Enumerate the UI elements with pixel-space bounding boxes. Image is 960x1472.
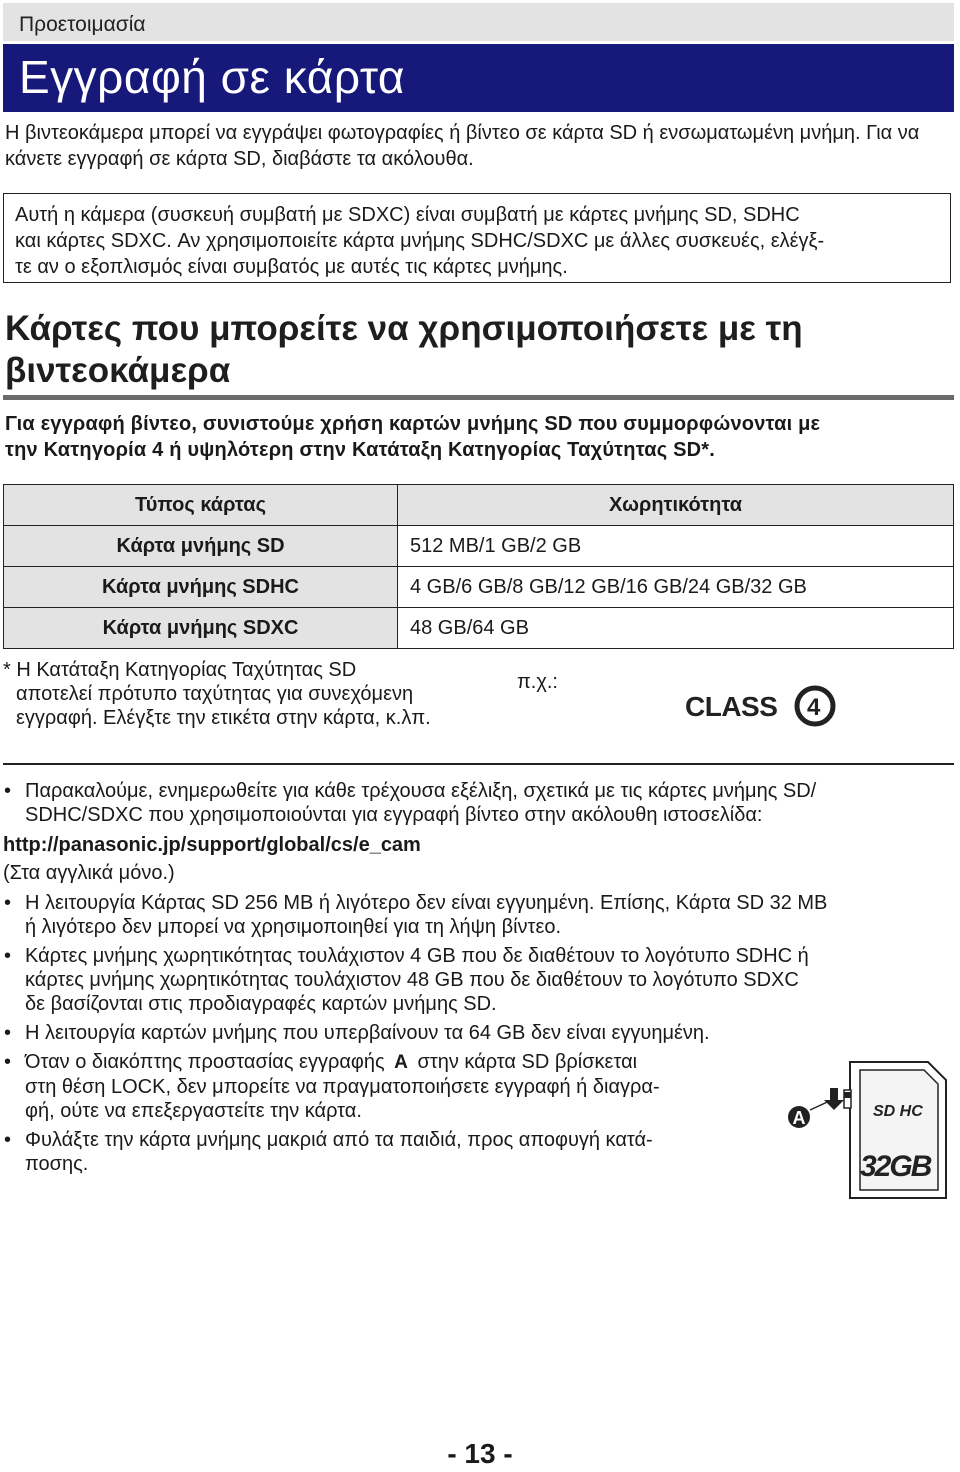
- example-label: π.χ.:: [517, 671, 558, 693]
- list-item-line: ποσης.: [25, 1153, 89, 1175]
- list-item-line: στη θέση LOCK, δεν μπορείτε να πραγματοποιήσετε εγγραφή ή διαγρα-: [25, 1076, 660, 1098]
- recommendation-line: Για εγγραφή βίντεο, συνιστούμε χρήση καρτών μνήμης SD που συμμορφώνονται με: [5, 413, 821, 435]
- bullet-marker: •: [4, 1022, 12, 1044]
- capacity-cell: 48 GB/64 GB: [398, 608, 954, 649]
- intro-paragraph: Η βιντεοκάμερα μπορεί να εγγράψει φωτογραφίες ή βίντεο σε κάρτα SD ή ενσωματωμένη μνήμη. Για να κάνετε εγγραφή σε κάρτα SD, διαβάστε τα ακόλουθα.: [5, 122, 920, 170]
- section-title: [5, 308, 950, 392]
- footnote-line: αποτελεί πρότυπο ταχύτητας για συνεχόμενη: [16, 683, 414, 705]
- bullet-marker: •: [4, 892, 12, 914]
- footnote-line: εγγραφή. Ελέγξτε την ετικέτα στην κάρτα, κ.λπ.: [16, 707, 431, 729]
- section-title-line: Κάρτες που μπορείτε να χρησιμοποιήσετε με τη: [5, 309, 803, 348]
- bullet-marker: •: [4, 945, 12, 967]
- list-item-line: δε βασίζονται στις προδιαγραφές καρτών μνήμης SD.: [25, 993, 497, 1015]
- section-title-line: βιντεοκάμερα: [5, 351, 231, 390]
- switch-a-label: A: [394, 1052, 408, 1073]
- list-item-line: φή, ούτε να επεξεργαστείτε την κάρτα.: [25, 1100, 362, 1122]
- list-item-line: Όταν ο διακόπτης προστασίας εγγραφής: [25, 1051, 385, 1073]
- footnote-line: * Η Κατάταξη Κατηγορίας Ταχύτητας SD: [3, 659, 357, 681]
- list-item-line: ή λιγότερο δεν μπορεί να χρησιμοποιηθεί για τη λήψη βίντεο.: [25, 916, 562, 938]
- list-item-line: Η λειτουργία Κάρτας SD 256 MB ή λιγότερο δεν είναι εγγυημένη. Επίσης, Κάρτα SD 32 MB: [25, 892, 828, 914]
- recommendation-line: την Κατηγορία 4 ή υψηλότερη στην Κατάταξη Κατηγορίας Ταχύτητας SD*.: [5, 439, 716, 461]
- list-item: [3, 1128, 785, 1176]
- card-type-cell: Κάρτα μνήμης SDXC: [4, 608, 398, 649]
- sd-capacity-text: 32GB: [860, 1150, 931, 1183]
- list-item-line: Φυλάξτε την κάρτα μνήμης μακριά από τα παιδιά, προς αποφυγή κατά-: [25, 1129, 653, 1151]
- breadcrumb-label: Προετοιμασία: [19, 13, 146, 36]
- card-type-cell: Κάρτα μνήμης SDHC: [4, 567, 398, 608]
- callout-a-label: A: [792, 1108, 806, 1128]
- page-number: - 13 -: [447, 1438, 513, 1469]
- table-row: [4, 608, 954, 649]
- recommendation-text: [5, 411, 950, 463]
- column-header-type: Τύπος κάρτας: [4, 485, 398, 526]
- capacity-cell: 4 GB/6 GB/8 GB/12 GB/16 GB/24 GB/32 GB: [398, 567, 954, 608]
- column-header-capacity: Χωρητικότητα: [398, 485, 954, 526]
- list-item-line: Η λειτουργία καρτών μνήμης που υπερβαίνουν τα 64 GB δεν είναι εγγυημένη.: [25, 1022, 710, 1044]
- table-row: [4, 567, 954, 608]
- list-item: [3, 944, 958, 1016]
- table-header-row: [4, 485, 954, 526]
- class4-logo-icon: [683, 684, 839, 728]
- list-item: [3, 1050, 785, 1123]
- language-note: (Στα αγγλικά μόνο.): [3, 862, 175, 884]
- title-bar: [3, 44, 954, 112]
- compatibility-notice: [3, 193, 951, 283]
- list-item: [3, 1021, 958, 1045]
- notice-text: [15, 202, 940, 280]
- bullet-marker: •: [4, 780, 12, 802]
- notice-line: τε αν ο εξοπλισμός είναι συμβατός με αυτές τις κάρτες μνήμης.: [15, 256, 568, 278]
- bullet-marker: •: [4, 1129, 12, 1151]
- support-url[interactable]: http://panasonic.jp/support/global/cs/e_cam: [3, 834, 421, 856]
- card-table: [3, 484, 954, 649]
- section-divider: [3, 395, 954, 400]
- bullet-marker: •: [4, 1051, 12, 1073]
- breadcrumb: [3, 3, 954, 41]
- list-item-line: κάρτες μνήμης χωρητικότητας τουλάχιστον 48 GB που δε διαθέτουν το λογότυπο SDXC: [25, 969, 799, 991]
- table-row: [4, 526, 954, 567]
- list-item-line: Παρακαλούμε, ενημερωθείτε για κάθε τρέχουσα εξέλιξη, σχετικά με τις κάρτες μνήμης SD/: [25, 780, 817, 802]
- speed-class-footnote: [3, 658, 523, 730]
- list-item: [3, 779, 958, 827]
- page-title: Εγγραφή σε κάρτα: [19, 51, 405, 103]
- list-item-line: στην κάρτα SD βρίσκεται: [417, 1051, 638, 1073]
- class-logo-number: 4: [807, 694, 821, 721]
- divider: [3, 763, 954, 765]
- sd-logo-text: SD HC: [873, 1103, 923, 1120]
- notice-line: Αυτή η κάμερα (συσκευή συμβατή με SDXC) είναι συμβατή με κάρτες μνήμης SD, SDHC: [15, 204, 800, 226]
- notice-line: και κάρτες SDXC. Αν χρησιμοποιείτε κάρτα μνήμης SDHC/SDXC με άλλες συσκευές, ελέγξ-: [15, 230, 825, 252]
- list-item-line: Κάρτες μνήμης χωρητικότητας τουλάχιστον 4 GB που δε διαθέτουν το λογότυπο SDHC ή: [25, 945, 809, 967]
- list-item-line: SDHC/SDXC που χρησιμοποιούνται για εγγραφή βίντεο στην ακόλουθη ιστοσελίδα:: [25, 804, 763, 826]
- capacity-cell: 512 MB/1 GB/2 GB: [398, 526, 954, 567]
- class-logo-text: CLASS: [685, 691, 778, 722]
- card-type-cell: Κάρτα μνήμης SD: [4, 526, 398, 567]
- sd-card-illustration-icon: [778, 1058, 950, 1204]
- list-item: [3, 891, 958, 939]
